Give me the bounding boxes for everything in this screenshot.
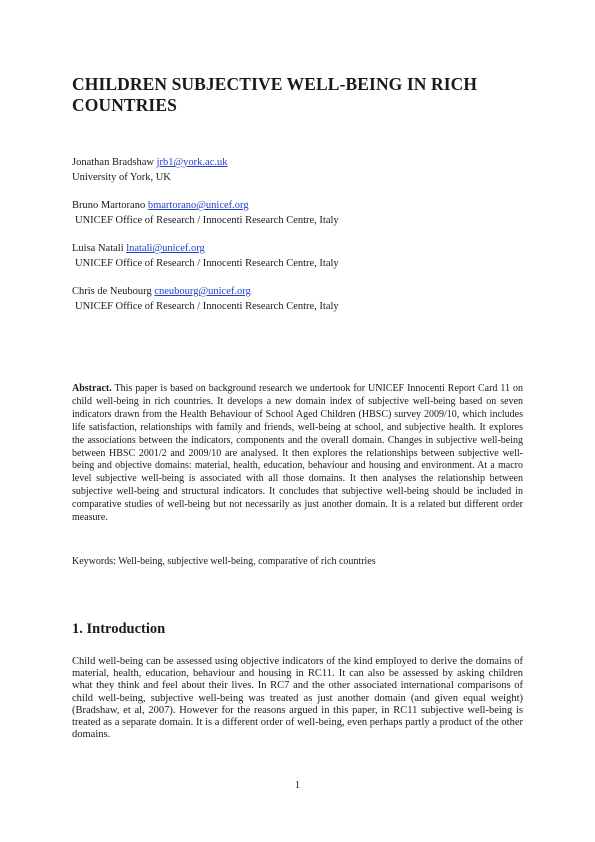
author-email-link[interactable]: lnatali@unicef.org: [126, 243, 205, 254]
author-3: [72, 241, 339, 271]
abstract-text: This paper is based on background research we undertook for UNICEF Innocenti Report Card 11 on child well-being in rich countries. It develops a new domain index of subjective well-being based on seven indicators drawn from the Health Behaviour of School Aged Children (HBSC) survey 2009/10, which includes life satisfaction, relationships with family and friends, well-being at school, and subjective health. It explores the associations between the indicators, components and the overall domain. Changes in subjective well-being between HBSC 2001/2 and 2009/10 are analysed. It then explores the relationships between subjective well-being and objective domains: material, health, education, behaviour and housing and environment. At a macro level subjective well-being is associated with all those domains. It then analyses the relationship between subjective well-being and structural indicators. It concludes that subjective well-being should be included in comparative studies of well-being but not necessarily as just another domain. It is a related but different order measure.: [72, 383, 523, 524]
abstract: [72, 383, 523, 525]
author-name: Bruno Martorano: [72, 200, 146, 211]
author-4: [72, 284, 339, 314]
abstract-label: Abstract.: [72, 383, 112, 394]
author-name: Luisa Natali: [72, 243, 124, 254]
author-affiliation: UNICEF Office of Research / Innocenti Research Centre, Italy: [75, 301, 339, 312]
author-name: Chris de Neubourg: [72, 286, 152, 297]
author-1: [72, 155, 227, 185]
author-email-link[interactable]: cneubourg@unicef.org: [154, 286, 251, 297]
author-name: Jonathan Bradshaw: [72, 157, 154, 168]
paper-title: CHILDREN SUBJECTIVE WELL-BEING IN RICH COUNTRIES: [72, 74, 478, 115]
section-body: Child well-being can be assessed using objective indicators of the kind employed to derive the domains of material, health, education, behaviour and housing in RC11. It can also be assessed by asking children what they think and feel about their lives. In RC7 and the other associated international comparisons of child well-being, subjective well-being was treated as just another domain (and given equal weight) (Bradshaw, et al, 2007). However for the reasons argued in this paper, in RC11 subjective well-being is treated as a separate domain. It is a different order of well-being, even perhaps partly a product of the other domains.: [72, 656, 523, 741]
section-heading: 1. Introduction: [72, 621, 166, 637]
author-affiliation: UNICEF Office of Research / Innocenti Research Centre, Italy: [75, 215, 339, 226]
author-email-link[interactable]: bmartorano@unicef.org: [147, 200, 249, 211]
author-2: [72, 198, 339, 228]
keywords: Keywords: Well-being, subjective well-being, comparative of rich countries: [72, 556, 376, 567]
author-affiliation: UNICEF Office of Research / Innocenti Research Centre, Italy: [75, 258, 339, 269]
page-number: 1: [294, 780, 301, 791]
author-affiliation: University of York, UK: [72, 172, 171, 183]
author-email-link[interactable]: jrb1@york.ac.uk: [156, 157, 228, 168]
